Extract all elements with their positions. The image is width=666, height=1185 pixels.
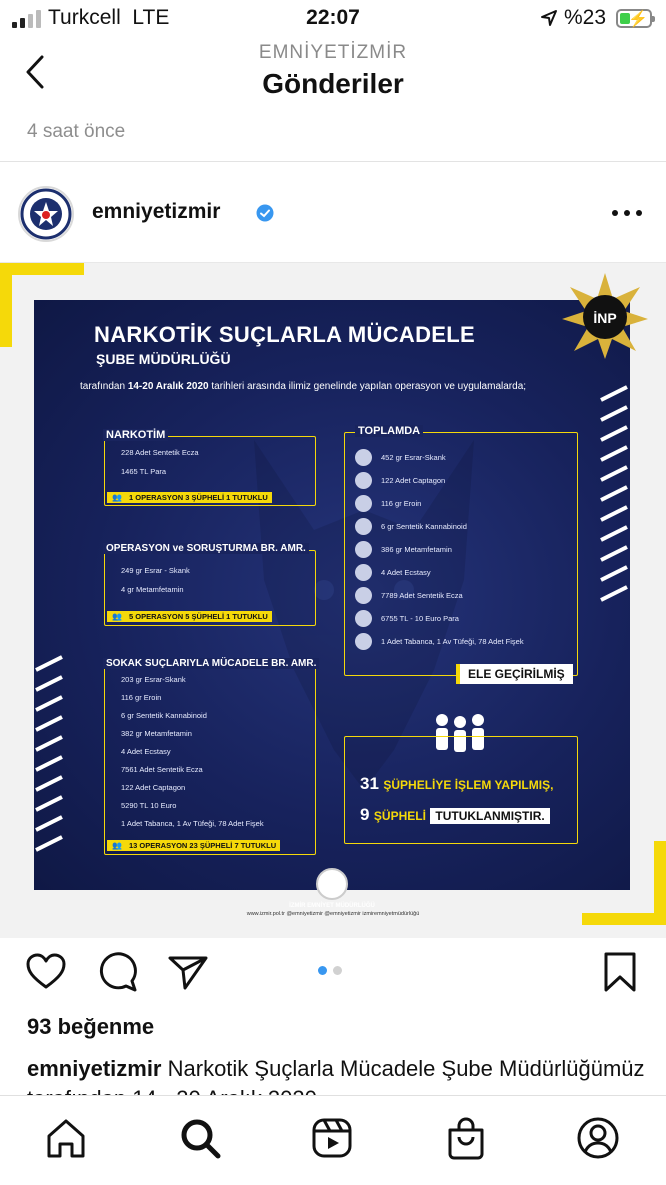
list-item: 228 Adet Sentetik Ecza	[121, 448, 199, 457]
verified-badge-icon	[256, 204, 274, 222]
list-item: 4 Adet Ecstasy	[121, 747, 171, 756]
sokak-box	[104, 658, 317, 855]
footer-org: İZMİR EMNİYET MÜDÜRLÜĞÜ	[289, 903, 375, 909]
profile-icon[interactable]	[576, 1116, 620, 1160]
list-item: 7561 Adet Sentetik Ecza	[121, 765, 203, 774]
box-label: NARKOTİM	[103, 429, 168, 441]
home-icon[interactable]	[44, 1116, 88, 1160]
list-item: 4 gr Metamfetamin	[121, 585, 184, 594]
list-item: 6 gr Sentetik Kannabinoid	[121, 711, 207, 720]
battery-charging-icon: ⚡	[616, 9, 652, 28]
box-label: SOKAK SUÇLARIYLA MÜCADELE BR. AMR.	[103, 658, 319, 669]
list-item: 122 Adet Captagon	[381, 476, 446, 485]
list-item: 1 Adet Tabanca, 1 Av Tüfeği, 78 Adet Fişek	[381, 637, 524, 646]
infographic-title: NARKOTİK SUÇLARLA MÜCADELE	[94, 322, 475, 347]
status-bar	[0, 0, 666, 36]
list-item: 203 gr Esrar-Skank	[121, 675, 186, 684]
search-icon[interactable]	[178, 1116, 222, 1160]
narkotim-box	[104, 429, 316, 506]
item-icon	[355, 587, 372, 604]
item-icon	[355, 564, 372, 581]
inp-badge-icon	[560, 271, 650, 361]
list-item: 4 Adet Ecstasy	[381, 568, 431, 577]
summary-line-2: 9 ŞÜPHELİ TUTUKLANMIŞTIR.	[360, 805, 550, 825]
list-item: 122 Adet Captagon	[121, 783, 186, 792]
police-emblem-icon	[20, 188, 72, 240]
seized-tag: ELE GEÇİRİLMİŞ	[456, 664, 573, 684]
summary-line-1: 31 ŞÜPHELİYE İŞLEM YAPILMIŞ,	[360, 774, 554, 793]
list-item: 386 gr Metamfetamin	[381, 545, 452, 554]
list-item: 382 gr Metamfetamin	[121, 729, 192, 738]
shop-icon[interactable]	[444, 1116, 488, 1160]
item-icon	[355, 472, 372, 489]
more-options-icon[interactable]	[612, 210, 642, 218]
svg-text:İNP: İNP	[593, 310, 617, 326]
post-caption: emniyetizmir Narkotik Şuçlarla Mücadele Şube Müdürlüğümüz	[27, 1056, 645, 1081]
box-label: TOPLAMDA	[355, 425, 423, 437]
summary-bar: 👥 1 OPERASYON 3 ŞÜPHELİ 1 TUTUKLU	[107, 492, 272, 503]
heart-icon[interactable]	[24, 950, 68, 994]
summary-bar: 👥 5 OPERASYON 5 ŞÜPHELİ 1 TUTUKLU	[107, 611, 272, 622]
footer-links: www.izmir.pol.tr @emniyetizmir @emniyetizmir izmiremniyetmüdürlüğü	[246, 911, 420, 917]
item-icon	[355, 449, 372, 466]
infographic-subtitle: ŞUBE MÜDÜRLÜĞÜ	[96, 351, 231, 367]
list-item: 7789 Adet Sentetik Ecza	[381, 591, 463, 600]
share-icon[interactable]	[166, 950, 210, 994]
box-label: OPERASYON ve SORUŞTURMA BR. AMR.	[103, 543, 309, 554]
bottom-tab-bar	[0, 1095, 666, 1185]
list-item: 6 gr Sentetik Kannabinoid	[381, 522, 467, 531]
comment-icon[interactable]	[96, 950, 140, 994]
item-icon	[355, 633, 372, 650]
divider	[0, 161, 666, 162]
list-item: 1 Adet Tabanca, 1 Av Tüfeği, 78 Adet Fişek	[121, 819, 264, 828]
list-item: 1465 TL Para	[121, 467, 167, 476]
infographic-intro: tarafından 14-20 Aralık 2020 tarihleri arasında ilimiz genelinde yapılan operasyon ve uygulamalarda;	[80, 381, 527, 392]
operasyon-box	[104, 543, 316, 626]
avatar[interactable]	[18, 186, 74, 242]
likes-count[interactable]: 93 beğenme	[27, 1014, 155, 1039]
item-icon	[355, 495, 372, 512]
stripe-decoration	[599, 385, 629, 605]
clock: 22:07	[306, 6, 360, 29]
reels-icon[interactable]	[310, 1116, 354, 1160]
bookmark-icon[interactable]	[598, 950, 642, 994]
location-arrow-icon	[540, 9, 558, 27]
infographic-poster	[34, 300, 630, 909]
battery-percent: %23	[564, 6, 607, 29]
police-emblem-icon	[316, 868, 348, 900]
carousel-dots	[318, 966, 342, 975]
item-icon	[355, 518, 372, 535]
toplamda-box	[344, 425, 578, 676]
item-icon	[355, 541, 372, 558]
carrier-name: Turkcell LTE	[48, 6, 170, 29]
list-item: 116 gr Eroin	[121, 693, 162, 702]
stripe-decoration	[34, 655, 64, 855]
list-item: 249 gr Esrar - Skank	[121, 566, 190, 575]
account-name: EMNİYETİZMİR	[258, 42, 408, 63]
list-item: 116 gr Eroin	[381, 499, 422, 508]
post-username[interactable]: emniyetizmir	[92, 200, 221, 223]
post-image[interactable]	[0, 263, 666, 938]
page-title: Gönderiler	[262, 68, 404, 99]
summary-bar: 👥 13 OPERASYON 23 ŞÜPHELİ 7 TUTUKLU	[107, 840, 280, 851]
list-item: 5290 TL 10 Euro	[121, 801, 177, 810]
post-time-ago: 4 saat önce	[27, 121, 126, 142]
item-icon	[355, 610, 372, 627]
list-item: 452 gr Esrar-Skank	[381, 453, 446, 462]
list-item: 6755 TL - 10 Euro Para	[381, 614, 459, 623]
